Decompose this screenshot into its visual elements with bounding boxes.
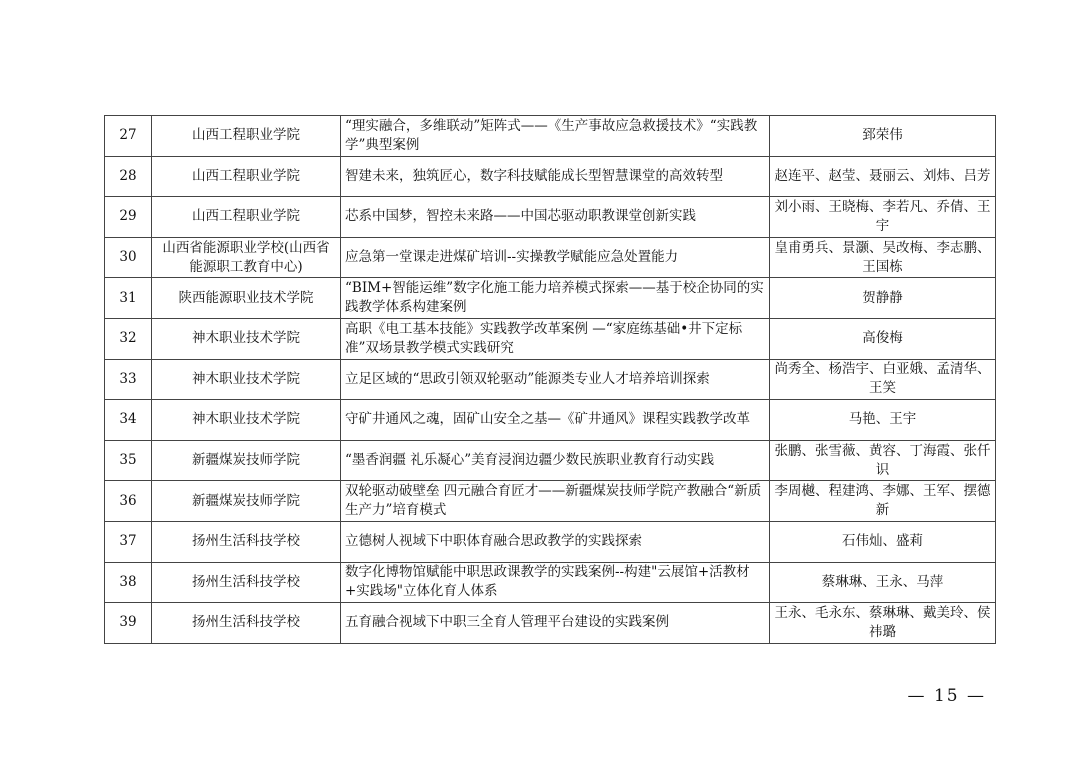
case-title-cell: 数字化博物馆赋能中职思政课教学的实践案例--构建"云展馆+活教材+实践场"立体化育人体系: [341, 562, 770, 603]
school-cell: 山西省能源职业学校(山西省能源职工教育中心): [152, 237, 341, 278]
authors-cell: 高俊梅: [770, 318, 996, 359]
authors-cell: 皇甫勇兵、景灏、吴改梅、李志鹏、王国栋: [770, 237, 996, 278]
table-body: [105, 116, 996, 644]
authors-cell: 郅荣伟: [770, 116, 996, 157]
awards-table-container: [104, 115, 995, 644]
table-row: [105, 400, 996, 441]
row-number-cell: 32: [105, 318, 152, 359]
case-title-cell: “墨香润疆 礼乐凝心”美育浸润边疆少数民族职业教育行动实践: [341, 440, 770, 481]
school-cell: 新疆煤炭技师学院: [152, 481, 341, 522]
row-number-cell: 35: [105, 440, 152, 481]
school-cell: 神木职业技术学院: [152, 400, 341, 441]
authors-cell: 刘小雨、王晓梅、李若凡、乔倩、王宇: [770, 197, 996, 238]
table-row: [105, 481, 996, 522]
case-title-cell: 立足区域的“思政引领双轮驱动”能源类专业人才培养培训探索: [341, 359, 770, 400]
row-number-cell: 30: [105, 237, 152, 278]
school-cell: 陕西能源职业技术学院: [152, 278, 341, 319]
page-number: — 15 —: [907, 686, 986, 706]
row-number-cell: 29: [105, 197, 152, 238]
row-number-cell: 28: [105, 156, 152, 197]
school-cell: 山西工程职业学院: [152, 156, 341, 197]
table-row: [105, 197, 996, 238]
case-title-cell: 智建未来，独筑匠心，数字科技赋能成长型智慧课堂的高效转型: [341, 156, 770, 197]
table-row: [105, 318, 996, 359]
table-row: [105, 237, 996, 278]
authors-cell: 李周樾、程建鸿、李娜、王军、摆德新: [770, 481, 996, 522]
case-title-cell: 五育融合视域下中职三全育人管理平台建设的实践案例: [341, 603, 770, 644]
table-row: [105, 278, 996, 319]
case-title-cell: 应急第一堂课走进煤矿培训--实操教学赋能应急处置能力: [341, 237, 770, 278]
table-row: [105, 359, 996, 400]
row-number-cell: 33: [105, 359, 152, 400]
case-title-cell: 立德树人视域下中职体育融合思政教学的实践探索: [341, 521, 770, 562]
school-cell: 扬州生活科技学校: [152, 562, 341, 603]
row-number-cell: 36: [105, 481, 152, 522]
table-row: [105, 116, 996, 157]
case-title-cell: “BIM+智能运维”数字化施工能力培养模式探索——基于校企协同的实践教学体系构建案例: [341, 278, 770, 319]
case-title-cell: 高职《电工基本技能》实践教学改革案例 —“家庭练基础•井下定标准”双场景教学模式实践研究: [341, 318, 770, 359]
row-number-cell: 34: [105, 400, 152, 441]
row-number-cell: 38: [105, 562, 152, 603]
table-row: [105, 521, 996, 562]
row-number-cell: 39: [105, 603, 152, 644]
authors-cell: 张鹏、张雪薇、黄容、丁海霞、张仟识: [770, 440, 996, 481]
table-row: [105, 156, 996, 197]
authors-cell: 石伟灿、盛莉: [770, 521, 996, 562]
case-title-cell: “理实融合，多维联动”矩阵式——《生产事故应急救援技术》“实践教学”典型案例: [341, 116, 770, 157]
authors-cell: 尚秀全、杨浩宇、白亚娥、孟清华、王笑: [770, 359, 996, 400]
school-cell: 扬州生活科技学校: [152, 521, 341, 562]
table-row: [105, 440, 996, 481]
authors-cell: 赵连平、赵莹、聂丽云、刘炜、吕芳: [770, 156, 996, 197]
authors-cell: 马艳、王宇: [770, 400, 996, 441]
table-row: [105, 603, 996, 644]
school-cell: 新疆煤炭技师学院: [152, 440, 341, 481]
case-title-cell: 守矿井通风之魂，固矿山安全之基—《矿井通风》课程实践教学改革: [341, 400, 770, 441]
school-cell: 山西工程职业学院: [152, 116, 341, 157]
authors-cell: 王永、毛永东、蔡琳琳、戴美玲、侯祎璐: [770, 603, 996, 644]
school-cell: 神木职业技术学院: [152, 359, 341, 400]
awards-table: [104, 115, 996, 644]
case-title-cell: 芯系中国梦，智控未来路——中国芯驱动职教课堂创新实践: [341, 197, 770, 238]
school-cell: 扬州生活科技学校: [152, 603, 341, 644]
row-number-cell: 31: [105, 278, 152, 319]
authors-cell: 蔡琳琳、王永、马萍: [770, 562, 996, 603]
school-cell: 神木职业技术学院: [152, 318, 341, 359]
case-title-cell: 双轮驱动破壁垒 四元融合育匠才——新疆煤炭技师学院产教融合“新质生产力”培育模式: [341, 481, 770, 522]
authors-cell: 贺静静: [770, 278, 996, 319]
row-number-cell: 27: [105, 116, 152, 157]
row-number-cell: 37: [105, 521, 152, 562]
school-cell: 山西工程职业学院: [152, 197, 341, 238]
table-row: [105, 562, 996, 603]
